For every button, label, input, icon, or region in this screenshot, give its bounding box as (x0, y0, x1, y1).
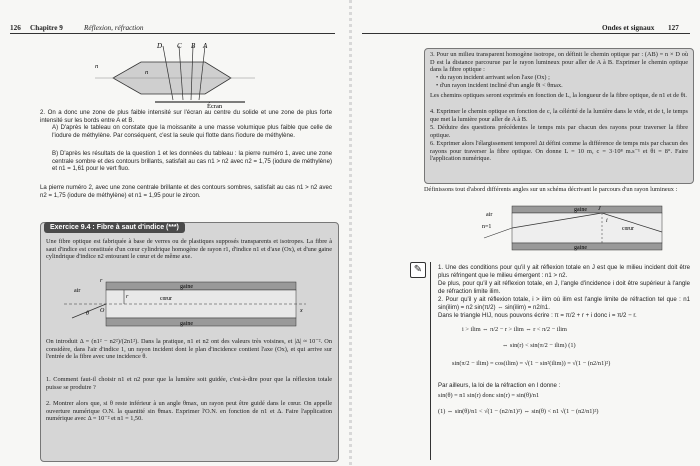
left-q2: 2. On a donc une zone de plus faible intensité sur l'écran au centre du solide et une zone de plus forte intensité sur les bords entre A et B. (40, 109, 332, 124)
fig3-n1: n=1 (482, 224, 492, 230)
label-a: A (203, 42, 208, 50)
figure-fibre (60, 278, 310, 334)
eq-2: ⇔ sin(r) < sin(π/2 − ilim) (1) (502, 342, 576, 349)
fig3-air: air (486, 212, 493, 218)
box-q5: 5. Déduire des questions précédentes le temps mis par chacun des rayons pour traverser la fibre optique. (430, 124, 688, 139)
fig3-gaine-top (512, 206, 662, 213)
right-section: Ondes et signaux (602, 24, 655, 32)
fig3-i: i (606, 218, 608, 224)
fig2-theta: θ (86, 311, 89, 317)
left-qc: La pierre numéro 2, avec une zone centrale brillante et des contours sombres, satisfait au cas n1 > n2 avec n2 = 1,75 (iodure de méthylène) et n1 = 1,95 pour le zircon. (40, 184, 332, 199)
left-qa: A) D'après le tableau on constate que la moissanite a une masse volumique plus faible que celle de l'iodure de méthylène. Par conséquent, c'est la seule qui flotte dans l'iodure de méthylène. (52, 124, 332, 139)
label-d: D (157, 42, 163, 50)
exercise-text-2: 1. Comment faut-il choisir n1 et n2 pour que la lumière soit guidée, c'est-à-dire pour que la réflexion totale puisse se produire ? (46, 376, 332, 391)
fig2-gaine-bottom: gaine (180, 321, 193, 327)
eq-3: sin(π/2 − ilim) = cos(ilim) = √(1 − sin²(ilim)) = √(1 − (n2/n1)²) (452, 360, 611, 367)
fig2-r1: r (126, 294, 129, 300)
right-page-number: 127 (668, 24, 679, 32)
label-c: C (177, 42, 182, 50)
sol-1: 1. Une des conditions pour qu'il y ait réflexion totale en J est que le milieu incident doit être plus réfringent que le milieu émergent : n1 > n2. (438, 264, 690, 279)
label-n1: n (145, 69, 149, 76)
fig3-gaine-bottom (512, 243, 662, 250)
fig2-x: x (300, 308, 303, 314)
right-intro: Définissons tout d'abord différents angles sur un schéma décrivant le parcours d'un rayon lumineux : (424, 186, 678, 193)
fig3-coeur: cœur (622, 226, 634, 232)
pencil-icon: ✎ (410, 262, 426, 278)
left-qb: B) D'après les résultats de la question 1 et les données du tableau : la pierre numéro 1, avec une zone centrale sombre et des contours brillants, satisfait au cas n1 > n2 avec n2 = 1,75 (iodure de méthylène) et n1 = 1,61 pour le vert fluo. (52, 150, 332, 172)
right-page (352, 0, 700, 466)
fig2-r: r (100, 278, 103, 284)
fig2-gaine-top: gaine (180, 284, 193, 290)
box-bullet-2: • d'un rayon incident incliné d'un angle θi < θmax. (436, 82, 563, 89)
right-header-rule (362, 33, 690, 34)
exercise-title: Exercice 9.4 : Fibre à saut d'indice (***) (44, 222, 185, 233)
box-q6: 6. Exprimer alors l'élargissement temporel Δt défini comme la différence de temps mis par chacun des rayons pour traverser la fibre optique. On donne L = 10 m, c = 3·10⁸ m.s⁻¹ et θi = 8°. Faire l'application numérique. (430, 140, 688, 163)
box-q3b: Les chemins optiques seront exprimés en fonction de L, la longueur de la fibre optique, de n1 et de θi. (430, 92, 687, 99)
sol-3: Par ailleurs, la loi de la réfraction en I donne : (438, 382, 561, 389)
fibre-gaine-bottom (106, 318, 296, 326)
left-header-rule (10, 33, 335, 34)
left-section: Réflexion, réfraction (84, 24, 144, 32)
fibre-gaine-top (106, 282, 296, 290)
label-n2: n (95, 63, 99, 70)
box-q4: 4. Exprimer le chemin optique en fonction de c, la célérité de la lumière dans le vide, et de t, le temps que met la lumière pour aller de A à B. (430, 108, 688, 123)
fig3-gaine-top-label: gaine (574, 207, 587, 213)
left-chapter: Chapitre 9 (30, 24, 63, 32)
figure-ray-path (482, 202, 672, 258)
box-bullet-1: • du rayon incident arrivant selon l'axe (Ox) ; (436, 74, 550, 81)
eq-1: i > ilim ⇔ π/2 − r > ilim ⇔ r < π/2 − ilim (462, 326, 567, 333)
fig2-o: O (100, 308, 105, 314)
box-q3: 3. Pour un milieu transparent homogène isotrope, on définit le chemin optique par : (AB) = n × D où D est la distance parcourue par le rayon lumineux pour aller de A à B. Exprimer le chemin optique dans la fibre optique : (430, 51, 688, 74)
eq-5: (1) ⇔ sin(θ)/n1 < √(1 − (n2/n1)²) ⇔ sin(θ) < n1 √(1 − (n2/n1)²) (438, 408, 599, 415)
left-page (0, 0, 349, 466)
sol-2b: Dans le triangle HIJ, nous pouvons écrire : π = π/2 + r + i donc i = π/2 − r. (438, 312, 637, 319)
exercise-text-1: On introduit Δ = (n1² − n2²)/(2n1²). Dans la pratique, n1 et n2 ont des valeurs très voisines, et |Δ| ≈ 10⁻². On considère, dans l'air d'indice 1, un rayon incident dont le plan d'incidence contient l'axe (Ox), et qui arrive sur l'entrée de la fibre avec une incidence θ. (46, 338, 332, 361)
exercise-text-3: 2. Montrer alors que, si θ reste inférieur à un angle θmax, un rayon peut être guidé dans le cœur. On appelle ouverture numérique O.N. la quantité sin θmax. Exprimer l'O.N. en fonction de n1 et Δ. Faire l'application numérique avec Δ = 10⁻² et n1 = 1,50. (46, 400, 332, 423)
label-screen: Écran (207, 103, 223, 108)
eq-4: sin(θ) = n1 sin(r) donc sin(r) = sin(θ)/n1 (438, 392, 540, 399)
sol-2: 2. Pour qu'il y ait réflexion totale, i > ilim où ilim est l'angle limite de réfraction tel que : n1 sin(ilim) = n2 sin(π/2) ⇔ sin(ilim) = n2/n1. (438, 296, 690, 311)
label-b: B (191, 42, 196, 50)
fig3-j: J (598, 206, 601, 212)
fig3-core (512, 213, 662, 243)
figure-solid-rays (95, 40, 295, 108)
fig2-coeur: cœur (160, 296, 172, 302)
fig2-air: air (74, 288, 81, 294)
fig3-gaine-bottom-label: gaine (574, 245, 587, 251)
solution-rule (430, 262, 431, 460)
exercise-intro: Une fibre optique est fabriquée à base de verres ou de plastiques supposés transparents et isotropes. La fibre à saut d'indice est constituée d'un cœur cylindrique homogène de rayon r1, d'indice n1 et d'axe (Ox), et d'une gaine cylindrique d'indice n2 entourant le cœur et de même axe. (46, 238, 332, 261)
left-page-number: 126 (10, 24, 21, 32)
sol-1b: De plus, pour qu'il y ait réflexion totale, en J, l'angle d'incidence i doit être supérieur à l'angle de réfraction limite ilim. (438, 280, 690, 295)
